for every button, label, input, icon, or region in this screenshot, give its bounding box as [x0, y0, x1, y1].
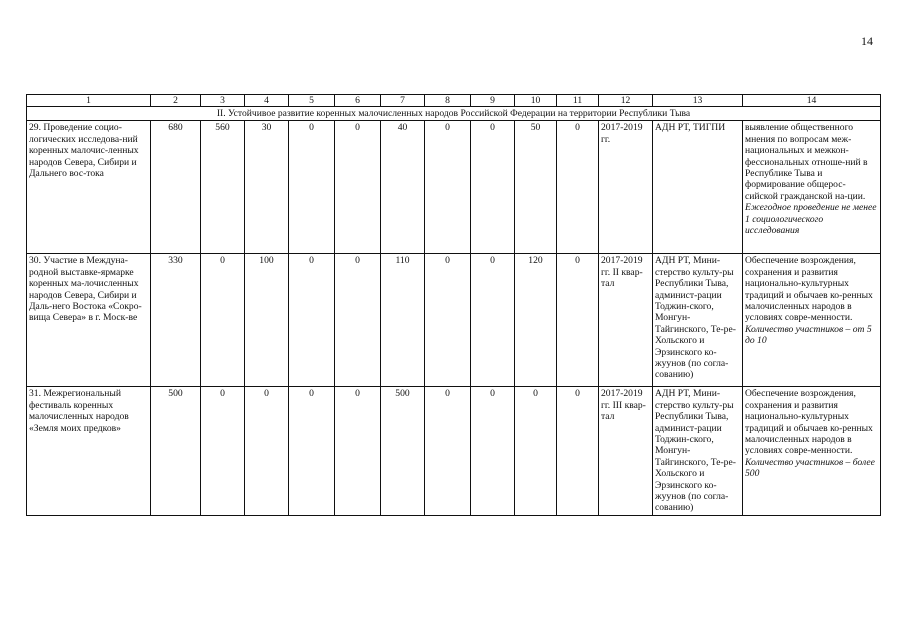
value-cell: 500: [381, 387, 425, 515]
value-cell: 30: [245, 121, 289, 254]
value-cell: 0: [471, 387, 515, 515]
result-text: выявление общественного мнения по вопросам меж-национальных и межкон-фессиональных отноше-ний в Республике Тыва и формирование общерос-сийской гражданской на-ции.: [745, 122, 868, 202]
measure-name: 30. Участие в Междуна-родной выставке-ярмарке коренных ма-лочисленных народов Севера, Сибири и Даль-него Востока «Сокро-вища Севера» в г. Моск-ве: [27, 254, 151, 387]
value-cell: 0: [289, 121, 335, 254]
value-cell: 0: [557, 254, 599, 387]
column-header: 8: [425, 95, 471, 107]
value-cell: 0: [201, 387, 245, 515]
column-header: 13: [653, 95, 743, 107]
column-header: 4: [245, 95, 289, 107]
column-header: 1: [27, 95, 151, 107]
column-header: 11: [557, 95, 599, 107]
column-header: 10: [515, 95, 557, 107]
value-cell: 0: [245, 387, 289, 515]
value-cell: 0: [335, 387, 381, 515]
value-cell: 330: [151, 254, 201, 387]
section-title: II. Устойчивое развитие коренных малочисленных народов Российской Федерации на территории Республики Тыва: [27, 107, 881, 121]
value-cell: 40: [381, 121, 425, 254]
column-header: 2: [151, 95, 201, 107]
result-text: Обеспечение возрождения, сохранения и развития национально-культурных традиций и обычаев ко-ренных малочисленных народов в условиях совре-менности.: [745, 388, 873, 457]
indicator-text: Количество участников – от 5 до 10: [745, 323, 872, 347]
table-row: [27, 254, 881, 387]
value-cell: 110: [381, 254, 425, 387]
executors-cell: АДН РТ, Мини-стерство культу-ры Республики Тыва, админист-рации Тоджин-ского, Монгун-Тайгинского, Те-ре-Хольского и Эрзинского ко-жуунов (по согла-сованию): [653, 387, 743, 515]
column-header: 6: [335, 95, 381, 107]
value-cell: 0: [557, 387, 599, 515]
result-text: Обеспечение возрождения, сохранения и развития национально-культурных традиций и обычаев ко-ренных малочисленных народов в условиях совре-менности.: [745, 255, 873, 324]
page-number: 14: [861, 34, 873, 48]
program-table: [26, 94, 881, 516]
value-cell: 0: [471, 121, 515, 254]
period-cell: 2017-2019 гг.: [599, 121, 653, 254]
value-cell: 0: [515, 387, 557, 515]
value-cell: 0: [425, 121, 471, 254]
column-header: 5: [289, 95, 335, 107]
period-cell: 2017-2019 гг. II квар-тал: [599, 254, 653, 387]
value-cell: 500: [151, 387, 201, 515]
value-cell: 0: [335, 121, 381, 254]
executors-cell: АДН РТ, Мини-стерство культу-ры Республики Тыва, админист-рации Тоджин-ского, Монгун-Тайгинского, Те-ре-Хольского и Эрзинского ко-жуунов (по согла-сованию): [653, 254, 743, 387]
column-header: 12: [599, 95, 653, 107]
section-row: [27, 107, 881, 121]
header-row: [27, 95, 881, 107]
measure-name: 29. Проведение социо-логических исследова-ний коренных малочис-ленных народов Севера, Сибири и Дальнего вос-тока: [27, 121, 151, 254]
period-cell: 2017-2019 гг. III квар-тал: [599, 387, 653, 515]
value-cell: 120: [515, 254, 557, 387]
column-header: 9: [471, 95, 515, 107]
executors-cell: АДН РТ, ТИГПИ: [653, 121, 743, 254]
table-row: [27, 121, 881, 254]
value-cell: 0: [425, 387, 471, 515]
table-row: [27, 387, 881, 515]
value-cell: 560: [201, 121, 245, 254]
value-cell: 0: [289, 254, 335, 387]
column-header: 7: [381, 95, 425, 107]
column-header: 3: [201, 95, 245, 107]
value-cell: 0: [557, 121, 599, 254]
column-header: 14: [743, 95, 881, 107]
result-cell: [743, 254, 881, 387]
result-cell: [743, 387, 881, 515]
value-cell: 0: [425, 254, 471, 387]
value-cell: 680: [151, 121, 201, 254]
value-cell: 100: [245, 254, 289, 387]
value-cell: 50: [515, 121, 557, 254]
value-cell: 0: [289, 387, 335, 515]
indicator-text: Количество участников – более 500: [745, 456, 875, 480]
indicator-text: Ежегодное проведение не менее 1 социологического исследования: [745, 202, 877, 237]
measure-name: 31. Межрегиональный фестиваль коренных малочисленных народов «Земля моих предков»: [27, 387, 151, 515]
result-cell: [743, 121, 881, 254]
value-cell: 0: [471, 254, 515, 387]
value-cell: 0: [201, 254, 245, 387]
value-cell: 0: [335, 254, 381, 387]
